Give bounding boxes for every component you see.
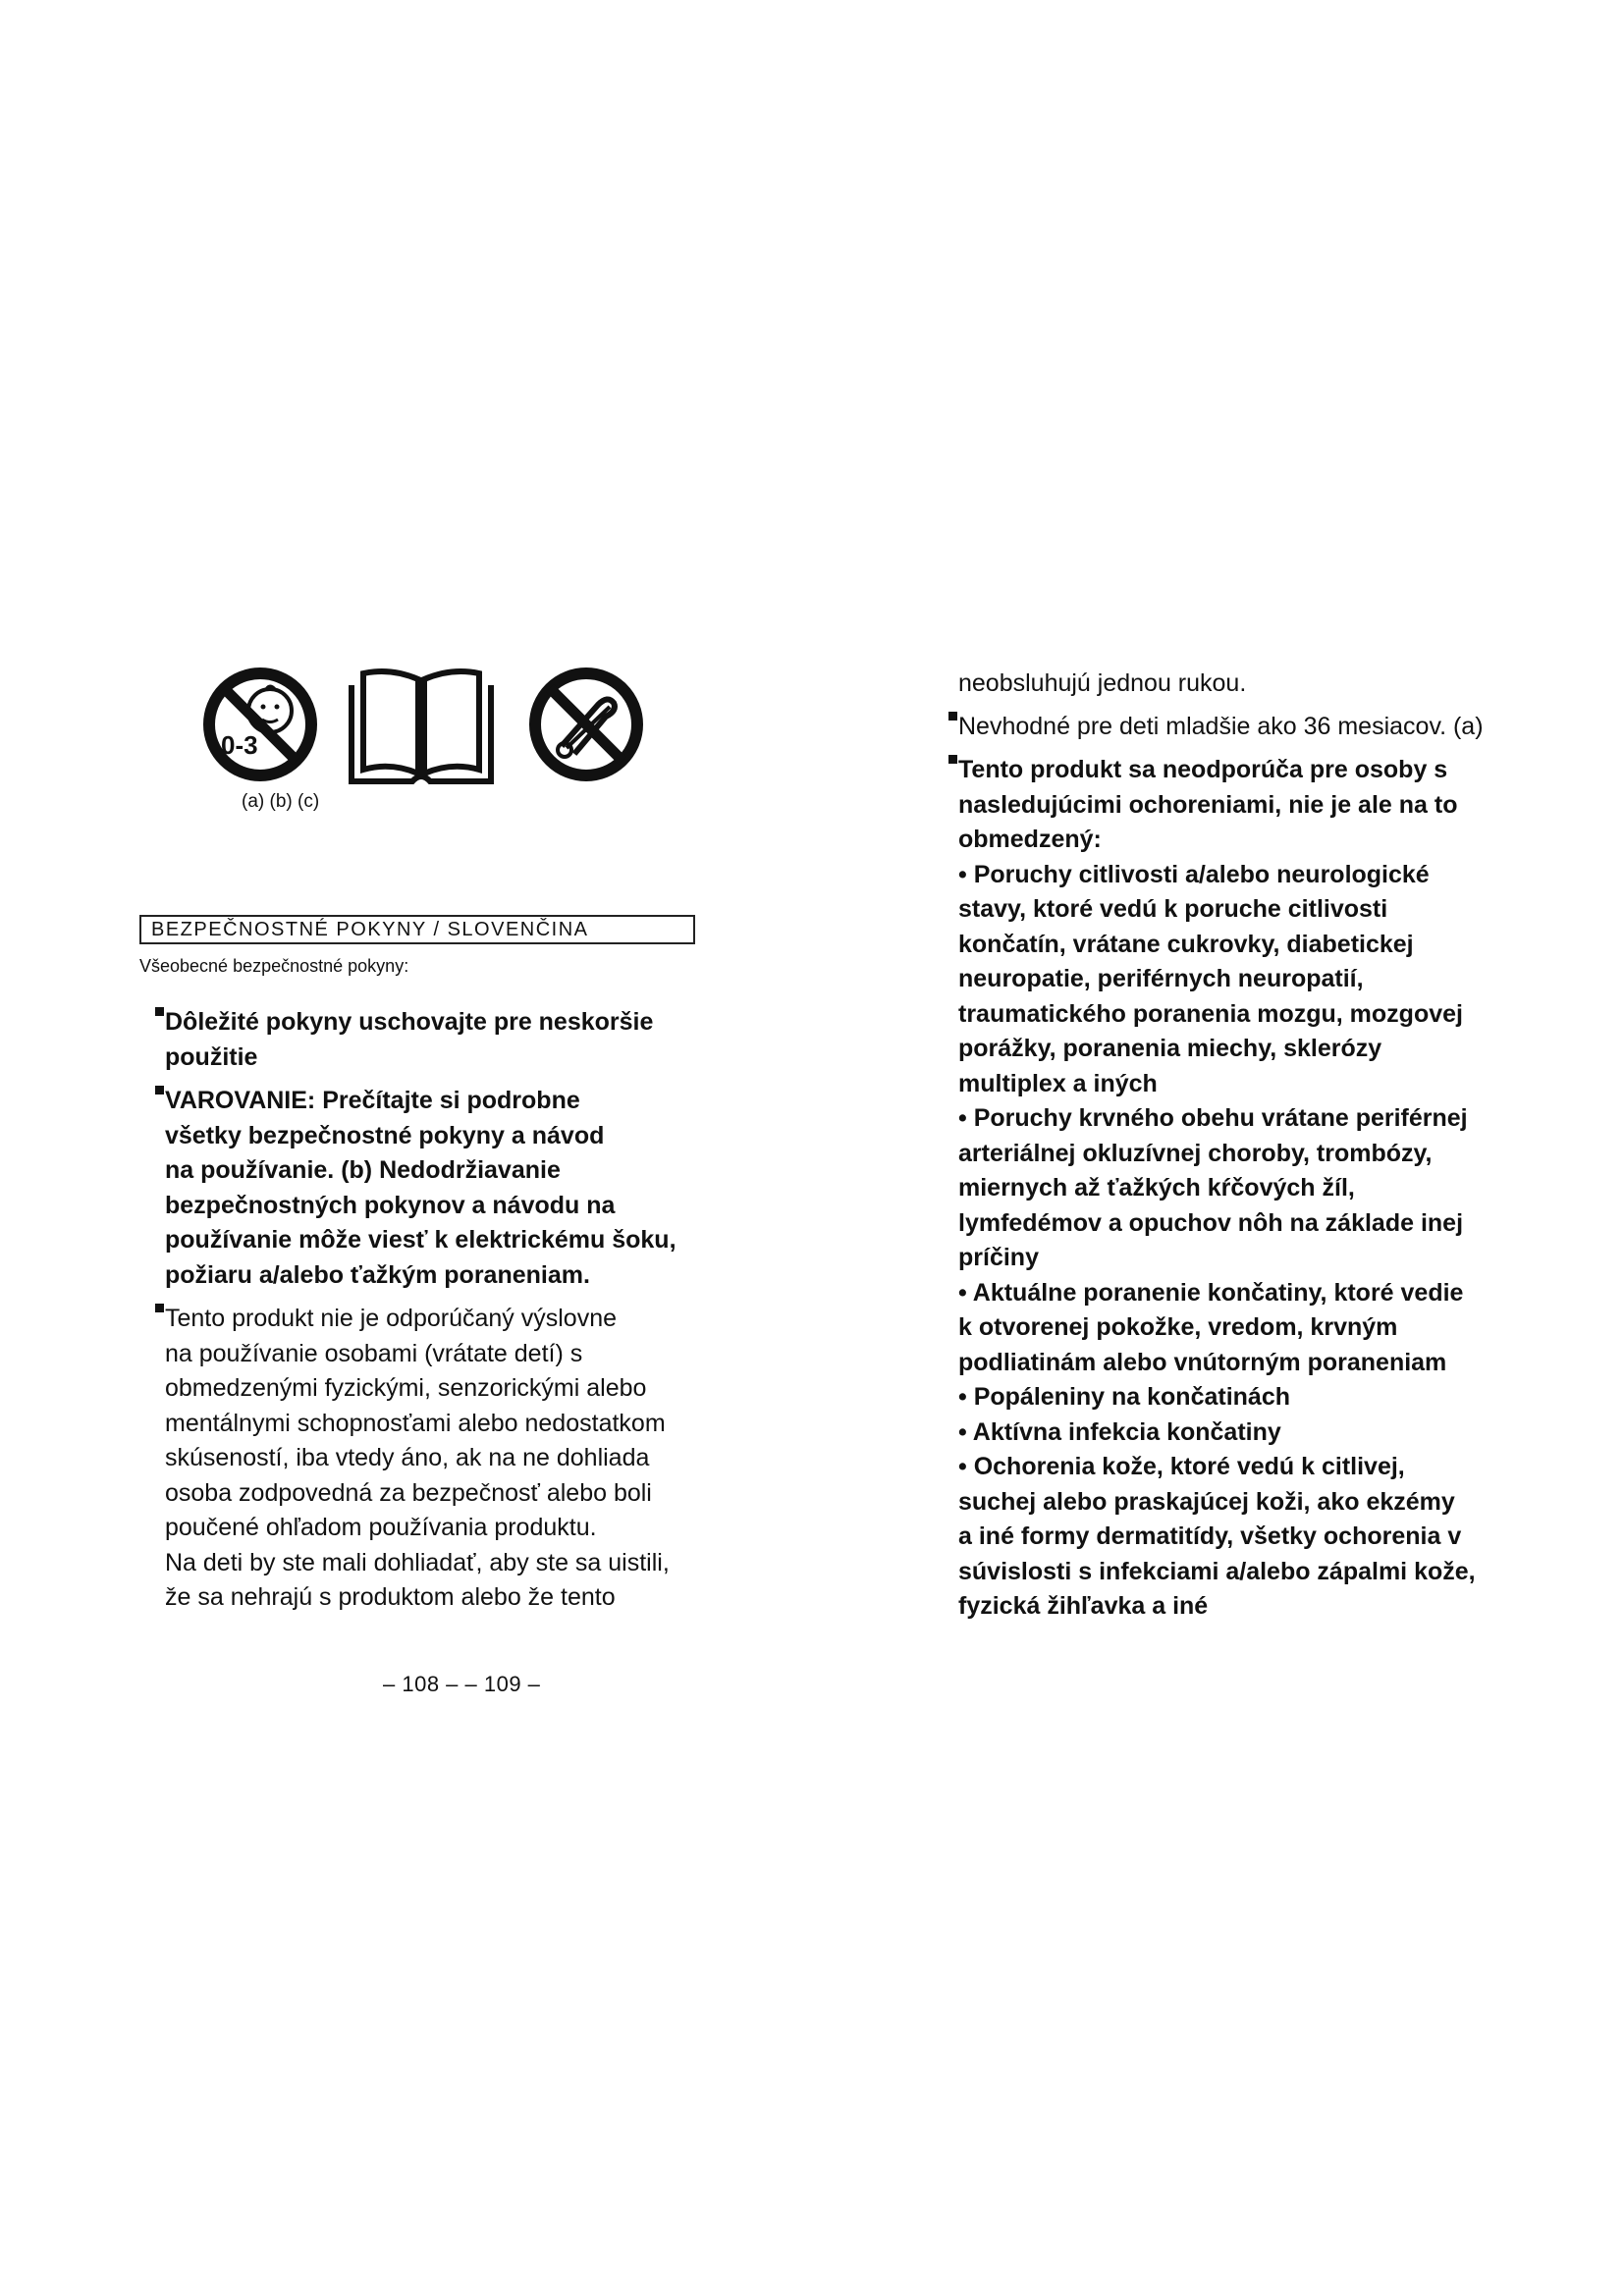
page-numbers: – 108 – – 109 – (383, 1672, 541, 1696)
contraindications-list: Tento produkt sa neodporúča pre osoby s nasledujúcimi ochoreniami, nie je ale na to obmedzený: • Poruchy citlivosti a/alebo neurologické stavy, ktoré vedú k poruche citlivosti končatín, vrátane cukrovky, diabetickej neuropatie, periférnych neuropatií, traumatického poranenia mozgu, mozgovej porážky, poranenia miechy, sklerózy multiplex a iných • Poruchy krvného obehu vrátane periférnej arteriálnej okluzívnej choroby, trombózy, miernych až ťažkých kŕčových žíl, lymfedémov a opuchov nôh na základe inej príčiny • Aktuálne poranenie končatiny, ktoré vedie k otvorenej pokožke, vredom, krvným podliatinám alebo vnútorným poraneniam • Popáleniny na končatinách • Aktívna infekcia končatiny • Ochorenia kože, ktoré vedú k citlivej, suchej alebo praskajúcej koži, ako ekzémy a iné formy dermatitídy, všetky ochorenia v súvislosti s infekciami a/alebo zápalmi kože, fyzická žihľavka a iné (958, 753, 1508, 1625)
icons-caption: (a) (b) (c) (242, 791, 320, 812)
section-title: BEZPEČNOSTNÉ POKYNY / SLOVENČINA (139, 915, 695, 944)
bullet-square-icon (155, 1304, 164, 1312)
warning-icons (201, 666, 645, 788)
section-subtitle: Všeobecné bezpečnostné pokyny: (139, 956, 409, 976)
bullet-square-icon (948, 712, 957, 721)
age-label: 0-3 (221, 730, 258, 760)
age-warning: Nevhodné pre deti mladšie ako 36 mesiacov. (a) (958, 710, 1508, 745)
bullet-square-icon (948, 755, 957, 764)
continued-text: neobsluhujú jednou rukou. (958, 669, 1247, 697)
no-pins-icon (527, 666, 645, 783)
bullet-square-icon (155, 1086, 164, 1095)
warning-paragraph: VAROVANIE: Prečítajte si podrobne všetky bezpečnostné pokyny a návod na používanie. (b) Nedodržiavanie bezpečnostných pokynov a návodu na používanie môže viesť k elektrickému šoku, požiaru a/alebo ťažkým poraneniam. (165, 1084, 715, 1293)
bullet-square-icon (155, 1007, 164, 1016)
read-manual-icon (342, 666, 501, 788)
usage-restriction-paragraph: Tento produkt nie je odporúčaný výslovne na používanie osobami (vrátate detí) s obmedzenými fyzickými, senzorickými alebo mentálnymi schopnosťami alebo nedostatkom skúseností, iba vtedy áno, ak na ne dohliada osoba zodpovedná za bezpečnosť alebo boli poučené ohľadom používania produktu. Na deti by ste mali dohliadať, aby ste sa uistili, že sa nehrajú s produktom alebo že tento (165, 1302, 715, 1616)
no-under-3-icon (201, 666, 319, 783)
instruction-keep: Dôležité pokyny uschovajte pre neskoršie použitie (165, 1005, 715, 1075)
